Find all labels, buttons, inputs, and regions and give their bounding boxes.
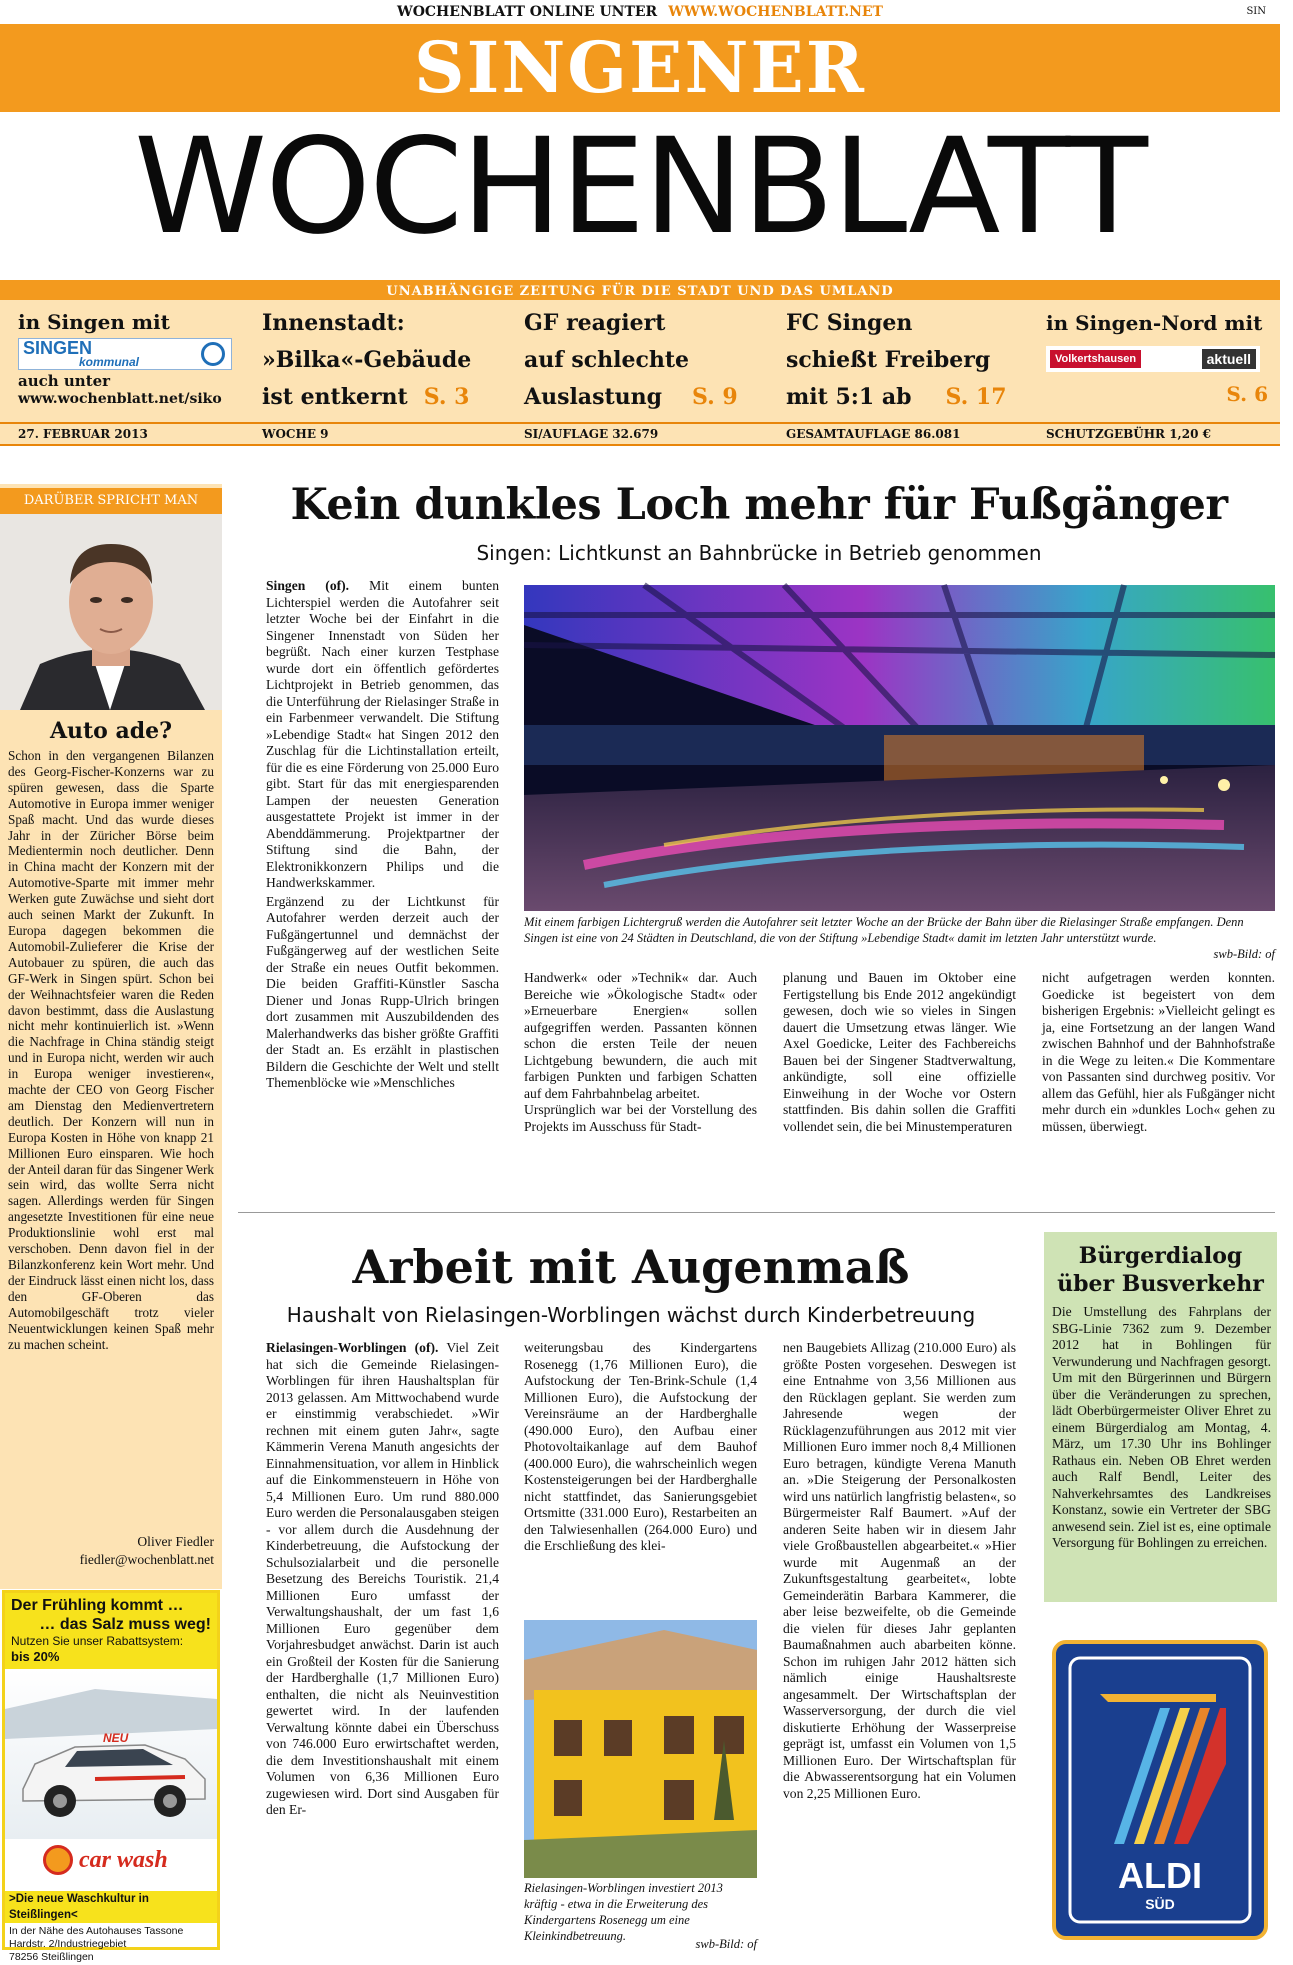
ad-brand-row: [5, 1839, 217, 1891]
siko-logo-icon: [201, 342, 225, 366]
lead-credit: swb-Bild: of: [1213, 947, 1275, 961]
siko-logo: [18, 338, 232, 370]
lead-col2b-text: Ursprünglich war bei der Vorstellung des Projekts im Ausschuss für Stadt-: [524, 1102, 757, 1134]
second-col1-text: Viel Zeit hat sich die Gemeinde Rielasingen-Worblingen für ihren Haushaltsplan für 2013 gelassen. Am Mittwochabend wurde er einstimmig verabschiedet. »Wir rechnen mit einem guten Jahr«, sagte Kämmerin Verena Manuth angesichts der Einnahmensituation, vor allem in Hinblick auf die Einkommensteuern in Höhe von 5,4 Millionen Euro. Um rund 880.000 Euro werden die Personalausgaben steigen - vor allem durch die Ausdehnung der Kinderbetreuung, die Aufstockung der Schulsozialarbeit und die personelle Besetzung des Bereichs Touristik. 21,4 Millionen Euro umfasst der Verwaltungshaushalt, der um fast 1,6 Millionen Euro gegenüber dem Vorjahresbudget anwächst. Darin ist auch ein Großteil der Kosten für die Sanierung der Hardberghalle (1,7 Millionen Euro) enthalten, die nicht als Neuinvestition gewertet wird. In der laufenden Verwaltung könnte dabei ein Überschuss von 746.000 Euro erwirtschaftet werden, die dem Investitionshaushalt mit einem Volumen von 6,36 Millionen Euro zugewiesen wird. Dort sind Ausgaben für den Er-: [266, 1340, 499, 1817]
bus-box-text: Die Umstellung des Fahrplans der SBG-Linie 7362 zum 9. Dezember 2012 hat in Bohlingen für Verwunderung und Nachfragen gesorgt. Um mit den Bürgerinnen und Bürgern über die Veränderungen zu sprechen, lädt Oberbürgermeister Oliver Ehret zu einem Bürgerdialog am Montag, 4. März, um 17.30 Uhr ins Bohlinger Rathaus ein. Neben OB Ehret werden auch Ralf Bendl, Leiter des Nahverkehrsamtes des Landkreises Konstanz, sowie ein Vertreter der SBG anwesend sein. Ziel ist es, eine optimale Versorgung für Bohlingen zu erreichen.: [1052, 1304, 1271, 1550]
teaser-siko-line1: in Singen mit: [18, 310, 170, 334]
car-icon: [5, 1669, 217, 1839]
teaser-fc-page: S. 17: [945, 384, 1007, 410]
bus-box: [1044, 1232, 1277, 1602]
lead-col2-text: Handwerk« oder »Technik« dar. Auch Bereiche wie »Ökologische Stadt« oder »Erneuerbare Energien« sollen aufgegriffen werden. Passanten können schon die ersten Teile der neuen Lichtgebung bewundern, die auch mit farbigen Punkten und farbigen Schatten auf dem Fahrbahnbelag arbeitet.: [524, 970, 757, 1101]
second-dateline: Rielasingen-Worblingen (of).: [266, 1340, 439, 1355]
teaser-nord[interactable]: [1046, 305, 1268, 422]
nord-logo-word2: aktuell: [1202, 349, 1256, 369]
ad-addr2: Hardstr. 2/Industriegebiet: [9, 1938, 127, 1950]
tagline: UNABHÄNGIGE ZEITUNG FÜR DIE STADT UND DAS UMLAND: [386, 284, 894, 299]
teaser-nord-line1: in Singen-Nord mit: [1046, 311, 1263, 335]
teaser-fc-line1: FC Singen: [786, 310, 913, 336]
infobar-date: 27. FEBRUAR 2013: [18, 427, 148, 441]
ad-headline1: Der Frühling kommt …: [11, 1597, 184, 1614]
aldi-word1: ALDI: [1118, 1855, 1202, 1896]
teaser-siko-line3: auch unter: [18, 372, 111, 390]
lead-col1-text: Mit einem bunten Lichterspiel werden die Autofahrer seit letzter Woche bei der Einfahrt in die Singener Innenstadt von Süden her begrüßt. Nach einer kurzen Testphase wurde dort ein öffentlich gefördertes Lichtprojekt in Betrieb genommen, das die Unterführung der Rielasinger Straße in ein Farbenmeer verwandelt. Die Stiftung »Lebendige Stadt« hat Singen 2012 den Zuschlag für die Lichtinstallation erteilt, für die es eine Förderung von 25.000 Euro gibt. Start für das mit energiesparenden Lampen der neuesten Generation ausgestattete Projekt ist immer in der Abenddämmerung. Projektpartner der Stiftung sind die Bahn, der Elektronikkonzern Philips und die Handwerkskammer.: [266, 578, 499, 890]
aldi-word2: SÜD: [1145, 1896, 1175, 1912]
infobar-week: WOCHE 9: [262, 427, 329, 441]
siko-logo-word1: SINGEN: [23, 338, 93, 358]
ad-carwash-top: [5, 1593, 217, 1669]
masthead-top-band: [0, 24, 1280, 112]
infobar-fee: SCHUTZGEBÜHR 1,20 €: [1046, 427, 1211, 441]
second-col1: [266, 1340, 499, 1955]
sidebar-portrait: [0, 514, 222, 710]
ad-addr3: 78256 Steißlingen: [9, 1951, 94, 1963]
aldi-ad[interactable]: [1052, 1640, 1268, 1940]
lead-col1: [266, 578, 499, 1196]
carwash-logo-icon: [43, 1845, 73, 1875]
sidebar-label-bar: [0, 488, 222, 514]
lead-col4: nicht aufgetragen werden konnten. Goedicke ist begeistert von dem bisherigen Ergebnis: »Vielleicht gelingt es ja, eine Fortsetzung an der langen Wand zwischen Bahnhof und der Bahnhofstraße in die Wege zu leiten.« Die Kommentare von Passanten sind durchweg positiv. Vor allem das Gefühl, hier als Fußgänger nicht mehr durch ein »dunkles Loch« gehen zu müssen, überwiegt.: [1042, 970, 1275, 1134]
second-col2: weiterungsbau des Kindergartens Rosenegg (1,76 Millionen Euro), die Aufstockung der Ten-Brink-Schule (1,4 Millionen Euro), die Aufstockung der Vereinsräume an der Hardberghalle (490.000 Euro), den Aufbau einer Photovoltaikanlage auf dem Bauhof (400.000 Euro), die wahrscheinlich wegen Kostensteigerungen bei der Hardberghalle nicht stattfindet, das Sanierungsgebiet Ortsmitte (331.000 Euro), Restarbeiten an den Talwiesenhallen (264.000 Euro) und die Erschließung des klei-: [524, 1340, 757, 1553]
lead-separator: [238, 1212, 1275, 1213]
ad-carwash[interactable]: [2, 1590, 220, 1963]
teaser-siko[interactable]: [18, 305, 248, 422]
second-photo: [524, 1620, 757, 1878]
ad-sub1: Nutzen Sie unser Rabattsystem:: [11, 1634, 184, 1648]
lead-headline: Kein dunkles Loch mehr für Fußgänger: [290, 480, 1228, 530]
lead-subhead: Singen: Lichtkunst an Bahnbrücke in Betrieb genommen: [476, 541, 1042, 565]
teaser-bilka-page: S. 3: [423, 384, 470, 410]
second-credit: swb-Bild: of: [695, 1937, 757, 1951]
masthead-title-main: WOCHENBLATT: [134, 110, 1146, 264]
top-strip: [0, 0, 1280, 24]
ad-headline2: … das Salz muss weg!: [39, 1616, 211, 1633]
teaser-bilka[interactable]: [262, 305, 492, 422]
teaser-fc-line3: mit 5:1 ab: [786, 384, 912, 410]
bridge-light-image: [524, 585, 1275, 911]
sidebar-label: DARÜBER SPRICHT MAN: [23, 493, 199, 508]
second-headline: Arbeit mit Augenmaß: [352, 1240, 910, 1294]
ad-car-image: [5, 1669, 217, 1839]
infobar-total: GESAMTAUFLAGE 86.081: [786, 427, 961, 441]
ad-brand: car wash: [79, 1847, 168, 1873]
kindergarten-image: [524, 1620, 757, 1878]
infobar-circulation: SI/AUFLAGE 32.679: [524, 427, 659, 441]
teaser-siko-url[interactable]: www.wochenblatt.net/siko: [18, 391, 222, 407]
ad-slogan: >Die neue Waschkultur in Steißlingen<: [5, 1891, 217, 1923]
siko-logo-word2: kommunal: [79, 355, 140, 369]
teaser-fc[interactable]: [786, 305, 1026, 422]
sidebar-email[interactable]: fiedler@wochenblatt.net: [79, 1552, 214, 1567]
top-online-url[interactable]: WWW.WOCHENBLATT.NET: [668, 4, 883, 20]
teaser-gf-line2: auf schlechte: [524, 347, 690, 373]
ad-sub2: bis 20%: [11, 1649, 60, 1664]
lead-dateline: Singen (of).: [266, 578, 350, 593]
lead-photo: [524, 585, 1275, 911]
edition-code: SIN: [1246, 6, 1266, 17]
infobar-bottom-line: [0, 444, 1280, 446]
lead-col1b-text: Ergänzend zu der Lichtkunst für Autofahrer werden derzeit auch der Fußgängertunnel und demnächst der Fußgängerweg auf der westlichen Seite der Straße ein neues Outfit bekommen. Die beiden Graffiti-Künstler Sascha Diener und Jonas Rupp-Ulrich bringen dort zusammen mit Auszubildenden des Malerhandwerks das bisher größte Graffiti der Stadt an. Es erzählt in plastischen Bildern die Geschichte der Welt und stellt Themenblöcke wie »Menschliches: [266, 893, 499, 1090]
teaser-nord-page: S. 6: [1226, 382, 1268, 406]
bus-box-headline1: Bürgerdialog: [1078, 1243, 1243, 1269]
lead-col3: planung und Bauen im Oktober eine Fertigstellung bis Ende 2012 angekündigt gewesen, doch wie so vieles in Singen dauert die Umsetzung etwas länger. Wie Axel Goedicke, Leiter des Fachbereichs Bauen bei der Singener Stadtverwaltung, ankündigte, soll eine offizielle Einweihung in der Woche vor Ostern stattfinden. Bis dahin sollen die Graffiti vollendet sein, die bei Minustemperaturen: [783, 970, 1016, 1134]
teaser-gf-line1: GF reagiert: [524, 310, 666, 336]
top-online-text: WOCHENBLATT ONLINE UNTER: [397, 4, 658, 20]
portrait-image: [0, 514, 222, 710]
teaser-bilka-line1: Innenstadt:: [262, 310, 405, 336]
teaser-bilka-line2: »Bilka«-Gebäude: [262, 347, 472, 373]
bus-box-headline2: über Busverkehr: [1057, 1271, 1264, 1297]
sidebar-headline: Auto ade?: [49, 718, 173, 744]
teaser-bilka-line3: ist entkernt: [262, 384, 408, 410]
second-col3: nen Baugebiets Allizag (210.000 Euro) als größte Posten vorgesehen. Deswegen ist eine Entnahme von 3,56 Millionen aus den Rücklagen geplant. Sie werden zum Jahresende wegen der Rücklagenzuführungen aus 2012 mit vier Millionen Euro immer noch 8,4 Millionen Euro betragen, kündigte Verena Manuth an. »Die Steigerung der Personalkosten wird uns natürlich langfristig belasten«, so Bürgermeister Ralf Baumert. »Auf der anderen Seite haben wir in diesem Jahr viele Großbaustellen abgearbeitet.« »Hier wurde mit Augenmaß an der Zukunftsgestaltung gearbeitet«, lobte Gemeinderätin Barbara Kammerer, die aber leise bezweifelte, ob die Gemeinde die vielen für dieses Jahr geplanten Baumaßnahmen auch abarbeiten könne. Schon im ruhigen Jahr 2012 hätten sich nämlich einige Haushaltsreste angesammelt. Der Wirtschaftsplan der Wasserversorgung, der durch die viel diskutierte Erhöhung der Wasserpreise geprägt ist, umfasst ein Volumen von 1,5 Millionen Euro. Der Wirtschaftsplan für die Abwasserentsorgung hat ein Volumen von 2,25 Millionen Euro.: [783, 1340, 1016, 1801]
ad-badge-new: NEU: [103, 1731, 129, 1745]
sidebar-text: Schon in den vergangenen Bilanzen des Georg-Fischer-Konzerns war zu spüren gewesen, dass die Sparte Automotive in Europa immer weniger Spaß macht. Und das wurde dieses Jahr in der Züricher Börse beim Medientermin noch deutlicher. Denn in China macht der Konzern mit der Automotive-Sparte mit immer mehr Werken gute Zuwächse und sieht dort auch seinen Markt der Zukunft. In Europa dagegen bekommen die Automobil-Zulieferer die Krise der Autobauer zu spüren, die auch das GF-Werk in Singen spürt. Schon bei der Weihnachtsfeier waren die Reden davon bestimmt, dass die Auslastung nicht mehr kontinuierlich ist. »Wenn die Nachfrage in China ständig steigt und in Europa nicht, werden wir auch in Europa weniger investieren«, machte der CEO von Georg Fischer am Dienstag den Medienvertretern deutlich. Der Konzern will nun in Europa Kosten in Höhe von knapp 21 Millionen Euro einsparen. Wie hoch der Anteil daran für das Singener Werk sein wird, das wollte Serra nicht sagen. Allerdings werden für Singen angesetzte Investitionen für eine neue Produktionslinie wohl erst mal verschoben. Denn davon fiel in der Bilanzkonferenz kein Wort mehr. Und der Eindruck lässt einen nicht los, dass den GF-Oberen das Automobilgeschäft trotz vieler Neuentwicklungen keinen Spaß mehr zu machen scheint.: [8, 748, 214, 1352]
teaser-gf-page: S. 9: [691, 384, 738, 410]
nord-logo: [1046, 346, 1260, 372]
tagline-band: [0, 280, 1280, 300]
second-subhead: Haushalt von Rielasingen-Worblingen wächst durch Kinderbetreuung: [286, 1303, 976, 1327]
ad-addr1: In der Nähe des Autohauses Tassone: [9, 1925, 184, 1937]
lead-caption: Mit einem farbigen Lichtergruß werden die Autofahrer seit letzter Woche an der Brücke der Bahn über die Rielasinger Straße empfangen. Denn Singen ist eine von 24 Städten in Deutschland, die von der Stiftung »Lebendige Stadt« damit im letzten Jahr unterstützt wurde.: [524, 915, 1244, 945]
second-caption: Rielasingen-Worblingen investiert 2013 kräftig - etwa in die Erweiterung des Kindergartens Rosenegg um eine Kleinkindbetreuung.: [524, 1881, 723, 1943]
teaser-gf[interactable]: [524, 305, 754, 422]
sidebar-author: Oliver Fiedler: [137, 1534, 214, 1549]
lead-col2: [524, 970, 757, 1196]
teaser-gf-line3: Auslastung: [524, 384, 662, 410]
nord-logo-word1: Volkertshausen: [1050, 350, 1141, 368]
masthead-title-top: SINGENER: [414, 26, 866, 109]
teaser-fc-line2: schießt Freiberg: [786, 347, 991, 373]
